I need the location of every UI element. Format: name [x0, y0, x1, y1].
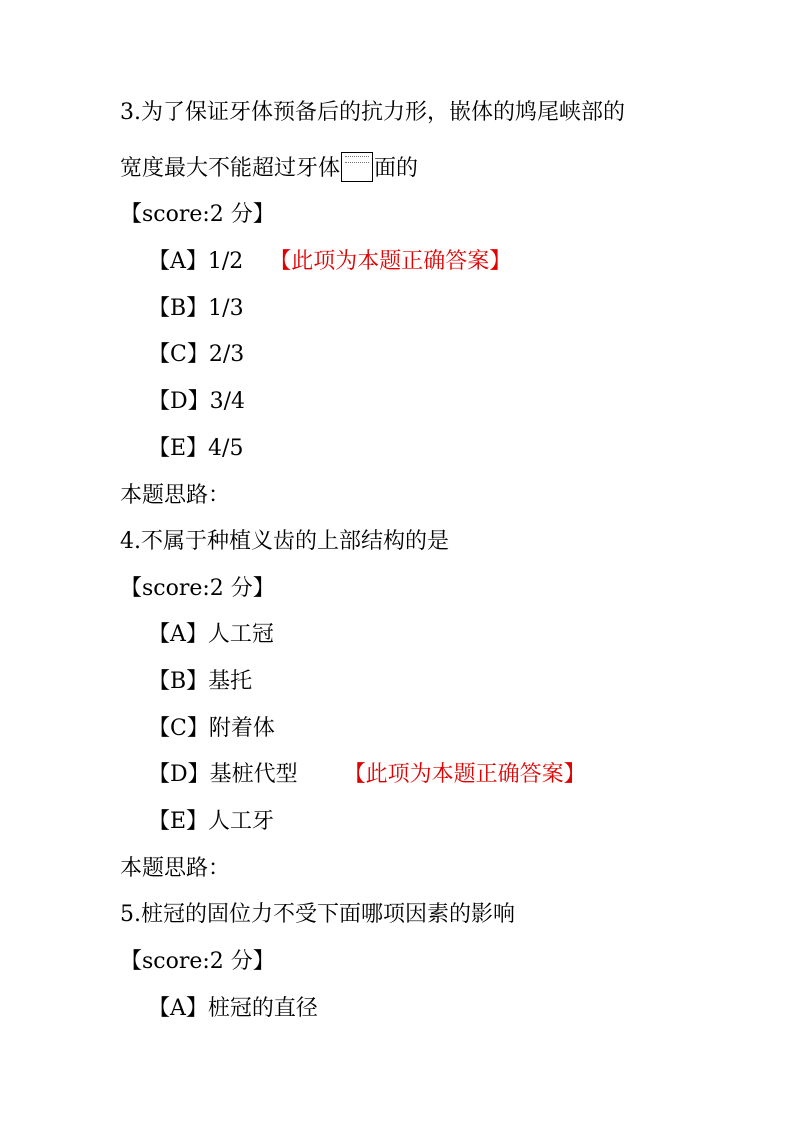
- question-3-option-a: [148, 247, 511, 277]
- question-5-score: 【score:2 分】: [120, 949, 275, 974]
- question-3-text-line2: [120, 152, 418, 184]
- inline-formula-image: [341, 152, 373, 182]
- question-5-option-a: 【A】桩冠的直径: [148, 996, 318, 1021]
- question-4-option-b: 【B】基托: [148, 669, 253, 694]
- question-3-text-line1: 3.为了保证牙体预备后的抗力形，嵌体的鸠尾峡部的: [120, 100, 625, 125]
- question-4-option-a: 【A】人工冠: [148, 622, 274, 647]
- correct-answer-marker: 【此项为本题正确答案】: [343, 762, 586, 787]
- question-4-option-e: 【E】人工牙: [148, 809, 275, 834]
- question-3-text-after-image: 面的: [374, 156, 419, 181]
- option-label: 【D】基桩代型: [148, 762, 298, 787]
- question-3-score: 【score:2 分】: [120, 202, 275, 227]
- question-3-option-b: 【B】1/3: [148, 296, 244, 321]
- question-3-option-c: 【C】2/3: [148, 342, 245, 367]
- question-4-score: 【score:2 分】: [120, 576, 275, 601]
- question-3-analysis: 本题思路：: [120, 483, 231, 508]
- option-label: 【A】1/2: [148, 249, 244, 274]
- question-4-option-c: 【C】附着体: [148, 716, 275, 741]
- question-3-option-d: 【D】3/4: [148, 389, 246, 414]
- question-4-option-d: [148, 760, 586, 790]
- question-3-option-e: 【E】4/5: [148, 436, 244, 461]
- question-3-text-before-image: 宽度最大不能超过牙体: [120, 156, 341, 181]
- question-5-text: 5.桩冠的固位力不受下面哪项因素的影响: [120, 902, 515, 927]
- question-4-text: 4.不属于种植义齿的上部结构的是: [120, 529, 449, 554]
- correct-answer-marker: 【此项为本题正确答案】: [269, 249, 512, 274]
- question-4-analysis: 本题思路：: [120, 856, 231, 881]
